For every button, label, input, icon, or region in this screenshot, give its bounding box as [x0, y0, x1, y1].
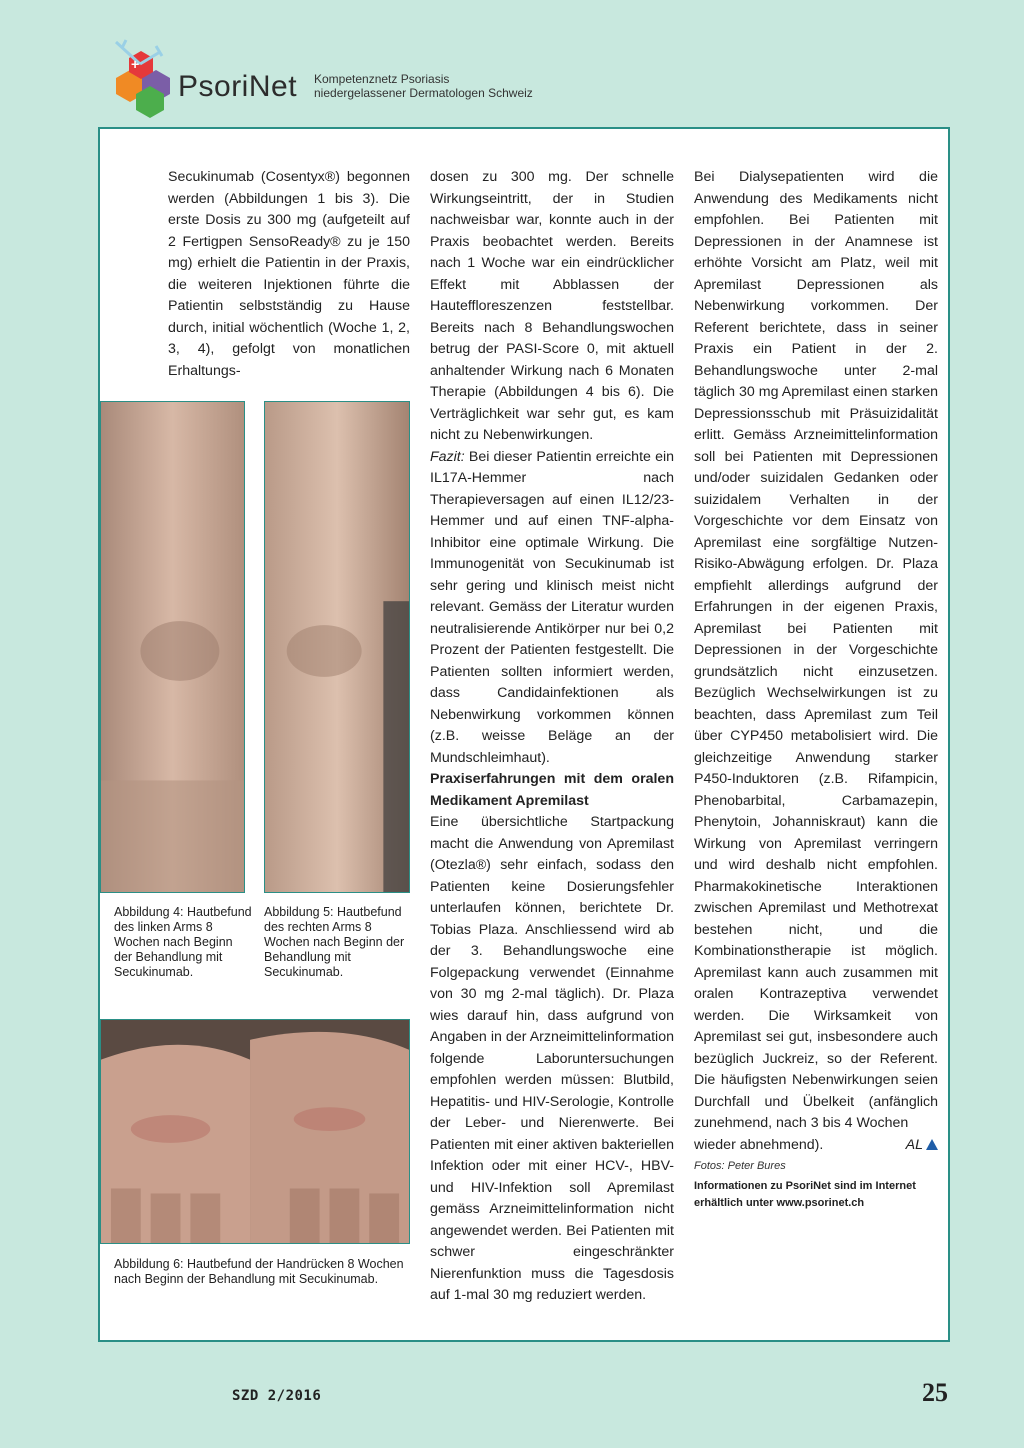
col2-paragraph-2 [430, 447, 674, 770]
col2-paragraph-1: dosen zu 300 mg. Der schnelle Wirkungseintritt, der in Studien nachweisbar war, konnte auch in der Praxis beobachtet werden. Bereits nach 1 Woche war ein eindrücklicher Effekt mit Abblassen der Hauteffloreszenzen feststellbar. Bereits nach 8 Behandlungswochen betrug der PASI-Score 0, mit aktuell anhaltender Wirkung nach 6 Monaten Therapie (Abbildungen 4 bis 6). Die Verträglichkeit war sehr gut, es kam nicht zu Nebenwirkungen. [430, 169, 674, 443]
section-heading: Praxiserfahrungen mit dem oralen Medikament Apremilast [430, 771, 674, 809]
figure-6-photo [100, 1019, 410, 1244]
triangle-icon [926, 1139, 938, 1150]
svg-text:+: + [131, 56, 140, 72]
author-initials: AL [905, 1136, 923, 1153]
author-signature [906, 1135, 938, 1157]
logo-wordmark: PsoriNet [178, 70, 298, 103]
figure-4-caption: Abbildung 4: Hautbefund des linken Arms 8 Wochen nach Beginn der Behandlung mit Secukinumab. [114, 905, 252, 979]
col2-paragraph-3: Eine übersichtliche Startpackung macht die Anwendung von Apremilast (Otezla®) sehr einfach, sodass den Patienten keine Dosierungsfehler unterlaufen können, berichtete Dr. Tobias Plaza. Anschliessend wird ab der 3. Behandlungswoche eine Folgepackung verwendet (Einnahme von 30 mg 2-mal täglich). Dr. Plaza wies darauf hin, dass aufgrund von Angaben in der Arzneimittelinformation folgende Laboruntersuchungen empfohlen werden müssen: Blutbild, Hepatitis- und HIV-Serologie, Kontrolle der Leber- und Nierenwerte. Bei Patienten mit einer aktiven bakteriellen Infektion oder mit einer HCV-, HBV- und HIV-Infektion soll Apremilast gemäss Arzneimittelinformation nicht angewendet werden. Bei Patienten mit schwer eingeschränkter Nierenfunktion muss die Tagesdosis auf 1-mal 30 mg reduziert werden. [430, 814, 674, 1303]
issue-label: SZD 2/2016 [232, 1388, 322, 1404]
col3-paragraph: Bei Dialysepatienten wird die Anwendung des Medikaments nicht empfohlen. Bei Patienten mit Depressionen in der Anamnese ist erhöhte Vorsicht am Platz, weil mit Apremilast Depressionen als Nebenwirkung vorkommen. Der Referent berichtete, dass in seiner Praxis ein Patient in der 2. Behandlungswoche unter 2-mal täglich 30 mg Apremilast einen starken Depressionsschub mit Präsuizidalität erlitt. Gemäss Arzneimittelinformation soll bei Patienten mit Depressionen und/oder suizidalen Gedanken oder suizidalem Verhalten in der Vorgeschichte vor dem Einsatz von Apremilast eine sorgfältige Nutzen-Risiko-Abwägung erfolgen. Dr. Plaza empfiehlt allerdings aufgrund der Erfahrungen in der eigenen Praxis, Apremilast bei Patienten mit Depressionen in der Vorgeschichte grundsätzlich nicht einzusetzen. Bezüglich Wechselwirkungen ist zu beachten, dass Apremilast zum Teil über CYP450 metabolisiert wird. Die gleichzeitige Anwendung starker P450-Induktoren (z.B. Rifampicin, Phenobarbital, Carbamazepin, Phenytoin, Johanniskraut) kann die Wirkung von Apremilast verringern und wird deshalb nicht empfohlen. Pharmakokinetische Interaktionen zwischen Apremilast und Methotrexat bestehen nicht, und die Kombinationstherapie ist möglich. Apremilast kann auch zusammen mit oralen Kontrazeptiva verwendet werden. Die Wirksamkeit von Apremilast sei gut, insbesondere auch bezüglich Juckreiz, so der Referent. Die häufigsten Nebenwirkungen seien Durchfall und Übelkeit (anfänglich zunehmend, nach 3 bis 4 Wochen [694, 169, 938, 1131]
column-1 [168, 167, 410, 382]
figure-6-caption: Abbildung 6: Hautbefund der Handrücken 8 Wochen nach Beginn der Behandlung mit Secukinumab. [114, 1257, 404, 1286]
col3-last-line [694, 1135, 938, 1157]
col3-last-line-text: wieder abnehmend). [694, 1136, 824, 1153]
psorinet-logo-icon [96, 36, 176, 126]
figure-4-photo [100, 401, 245, 893]
fazit-text: Bei dieser Patientin erreichte ein IL17A-Hemmer nach Therapieversagen auf einen IL12/23-Hemmer und auf einen TNF-alpha-Inhibitor eine optimale Wirkung. Die Immunogenität von Secukinumab ist sehr gering und klinisch meist nicht relevant. Gemäss der Literatur wurden neutralisierende Antikörper nur bei 0,2 Prozent der Patienten festgestellt. Die Patienten sollten informiert werden, dass Candidainfektionen als Nebenwirkung vorkommen können (z.B. weisse Beläge an der Mundschleimhaut). [430, 448, 674, 766]
logo-tagline [314, 72, 533, 100]
col1-paragraph: Secukinumab (Cosentyx®) begonnen werden (Abbildungen 1 bis 3). Die erste Dosis zu 300 mg (aufgeteilt auf 2 Fertigpen SensoReady® zu je 150 mg) erhielt die Patientin in der Praxis, die weiteren Injektionen führte die Patientin selbstständig zu Hause durch, initial wöchentlich (Woche 1, 2, 3, 4), gefolgt von monatlichen Erhaltungs- [168, 169, 410, 379]
figure-5-caption: Abbildung 5: Hautbefund des rechten Arms 8 Wochen nach Beginn der Behandlung mit Secukinumab. [264, 905, 405, 979]
tagline-line-2: niedergelassener Dermatologen Schweiz [314, 86, 533, 100]
article-frame [98, 127, 950, 1342]
photo-credit: Fotos: Peter Bures [694, 1160, 786, 1172]
tagline-line-1: Kompetenznetz Psoriasis [314, 72, 450, 86]
page-header [96, 36, 696, 126]
column-2 [430, 167, 674, 1307]
info-note: Informationen zu PsoriNet sind im Internet erhältlich unter www.psorinet.ch [694, 1179, 916, 1209]
figure-5-photo [264, 401, 410, 893]
page-number: 25 [922, 1378, 948, 1407]
fazit-label: Fazit: [430, 448, 465, 465]
column-3 [694, 167, 938, 1212]
